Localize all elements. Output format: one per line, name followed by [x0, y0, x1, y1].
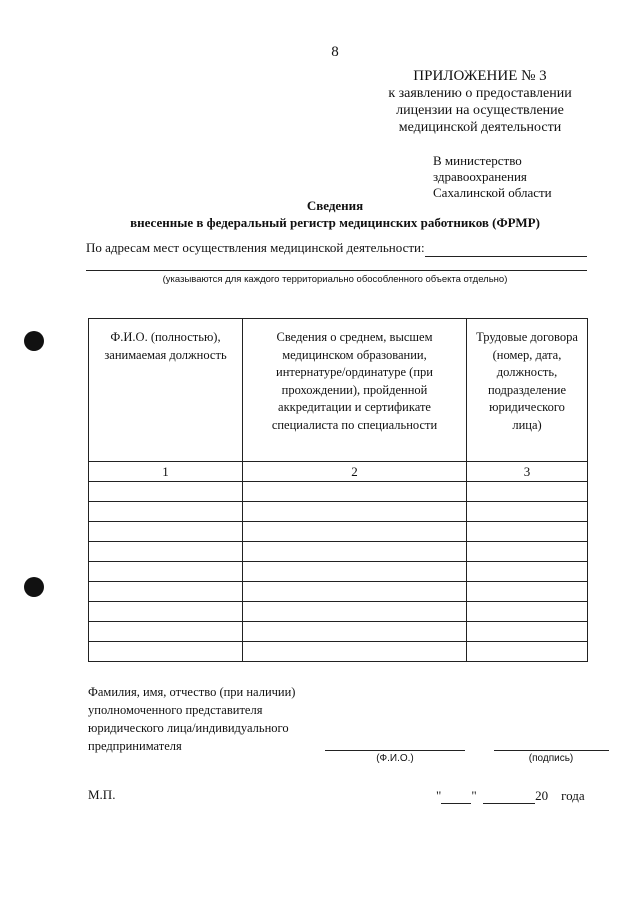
address-input-line[interactable] [425, 256, 587, 257]
table-cell[interactable] [243, 642, 467, 662]
appendix-line-3: медицинской деятельности [398, 120, 562, 135]
signer-line-1: Фамилия, имя, отчество (при наличии) [88, 685, 296, 699]
appendix-line-2: лицензии на осуществление [396, 103, 564, 118]
signer-line-3: юридического лица/индивидуального [88, 721, 289, 735]
signer-line-4: предпринимателя [88, 739, 182, 753]
table-cell[interactable] [243, 502, 467, 522]
signature-line[interactable] [494, 750, 609, 751]
table-cell[interactable] [467, 502, 588, 522]
table-row [89, 562, 588, 582]
table-row [89, 622, 588, 642]
date-quote-open: " [436, 788, 442, 803]
date-month-blank[interactable] [483, 787, 535, 804]
table-cell[interactable] [89, 582, 243, 602]
column-number: 2 [243, 462, 467, 482]
table-cell[interactable] [467, 562, 588, 582]
appendix-header [340, 68, 620, 136]
table-row [89, 602, 588, 622]
recipient-line-2: здравоохранения [433, 169, 527, 184]
date-field[interactable] [436, 787, 585, 804]
address-note: (указываются для каждого территориально обособленного объекта отдельно) [162, 274, 508, 285]
table-cell[interactable] [467, 602, 588, 622]
table-row [89, 582, 588, 602]
table-cell[interactable] [243, 542, 467, 562]
header-education-info: Сведения о среднем, высшем медицинском образовании, интернатуре/ординатуре (при прохождении), пройденной аккредитации и сертификате специалиста по специальности [243, 319, 467, 462]
document-title [0, 197, 635, 231]
binder-hole-bottom [24, 577, 44, 597]
table-cell[interactable] [243, 562, 467, 582]
document-title-line-2: внесенные в федеральный регистр медицинских работников (ФРМР) [130, 215, 540, 230]
table-row [89, 522, 588, 542]
table-cell[interactable] [467, 542, 588, 562]
table-cell[interactable] [467, 482, 588, 502]
appendix-line-1: к заявлению о предоставлении [388, 86, 572, 101]
table-cell[interactable] [467, 642, 588, 662]
table-row [89, 542, 588, 562]
table-cell[interactable] [89, 622, 243, 642]
table-cell[interactable] [243, 522, 467, 542]
table-cell[interactable] [243, 582, 467, 602]
table-cell[interactable] [467, 522, 588, 542]
table-cell[interactable] [89, 502, 243, 522]
page-number: 8 [331, 44, 339, 60]
address-label: По адресам мест осуществления медицинской деятельности: [86, 240, 425, 255]
recipient-line-1: В министерство [433, 153, 522, 168]
table-cell[interactable] [243, 602, 467, 622]
table-cell[interactable] [89, 602, 243, 622]
table-cell[interactable] [89, 482, 243, 502]
column-number: 1 [89, 462, 243, 482]
date-year-prefix: 20 [535, 788, 549, 803]
column-number-row [89, 462, 588, 482]
recipient-block [433, 153, 552, 201]
document-title-line-1: Сведения [306, 198, 364, 213]
table-cell[interactable] [467, 622, 588, 642]
table-body [89, 482, 588, 662]
stamp-label: М.П. [88, 787, 116, 802]
table-cell[interactable] [467, 582, 588, 602]
table-header-row [89, 319, 588, 462]
header-full-name-position: Ф.И.О. (полностью), занимаемая должность [89, 319, 243, 462]
table-cell[interactable] [89, 642, 243, 662]
table-cell[interactable] [243, 482, 467, 502]
date-quote-close: " [471, 788, 477, 803]
address-input-line-2[interactable] [86, 270, 587, 271]
column-number: 3 [467, 462, 588, 482]
name-caption: (Ф.И.О.) [376, 753, 414, 764]
table-row [89, 642, 588, 662]
recipient-line-3: Сахалинской области [433, 185, 552, 200]
table-cell[interactable] [243, 622, 467, 642]
table-cell[interactable] [89, 542, 243, 562]
date-day-blank[interactable] [441, 787, 471, 804]
signature-caption: (подпись) [528, 753, 574, 764]
signer-label [88, 683, 295, 755]
table-row [89, 482, 588, 502]
personnel-table [88, 318, 588, 662]
appendix-title: ПРИЛОЖЕНИЕ № 3 [413, 68, 547, 84]
name-signature-line[interactable] [325, 750, 465, 751]
table-cell[interactable] [89, 522, 243, 542]
binder-hole-top [24, 331, 44, 351]
date-year-suffix: года [561, 788, 585, 803]
header-employment-contracts: Трудовые договора (номер, дата, должность, подразделение юридического лица) [467, 319, 588, 462]
signer-line-2: уполномоченного представителя [88, 703, 263, 717]
table-row [89, 502, 588, 522]
table-cell[interactable] [89, 562, 243, 582]
